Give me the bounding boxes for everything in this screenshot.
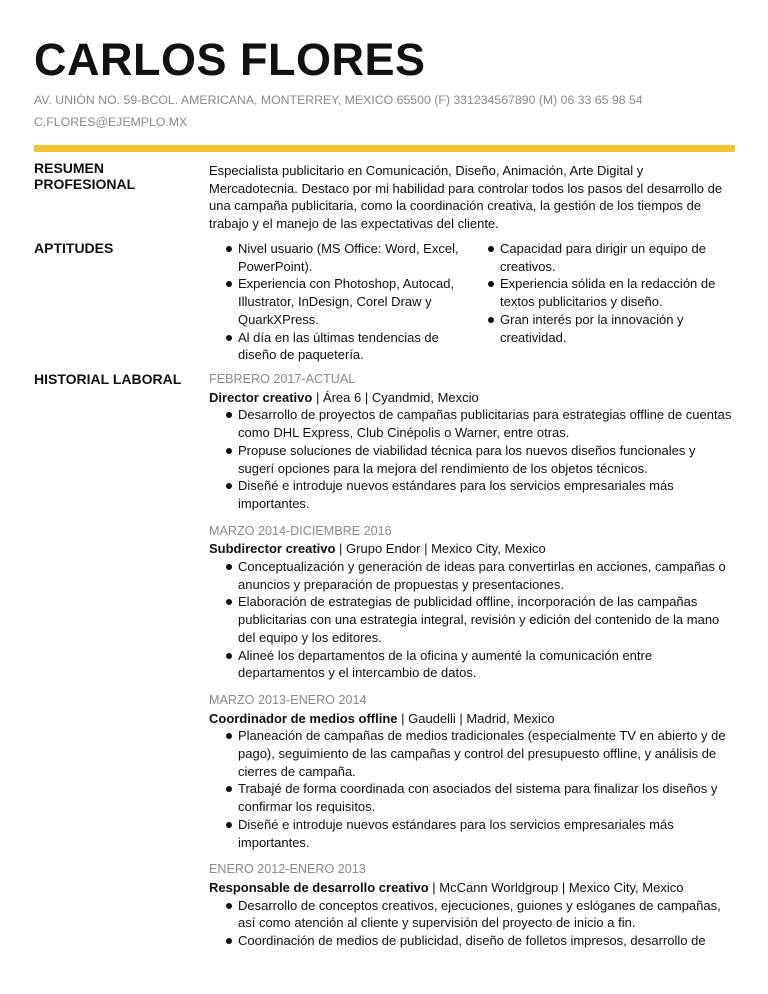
job-dates: FEBRERO 2017-ACTUAL: [209, 372, 356, 386]
job-heading: [209, 540, 734, 558]
job-heading: [209, 879, 734, 897]
job-title: Responsable de desarrollo creativo: [209, 879, 429, 895]
job-details: | McCann Worldgroup | Mexico City, Mexico: [428, 879, 684, 895]
history-content: [209, 371, 734, 960]
summary-title-line2: PROFESIONAL: [34, 176, 136, 192]
job-bullet: Diseñé e introduje nuevos estándares para los servicios empresariales más importantes.: [209, 477, 734, 512]
job-details: | Grupo Endor | Mexico City, Mexico: [335, 541, 546, 557]
job-entry: [209, 523, 734, 682]
job-bullets: [209, 727, 734, 851]
skill-item: Al día en las últimas tendencias de diseño de paquetería.: [209, 329, 461, 364]
skill-item: Gran interés por la innovación y creatividad.: [486, 311, 726, 346]
job-bullet: Diseñé e introduje nuevos estándares para los servicios empresariales más importantes.: [209, 816, 734, 851]
job-title: Coordinador de medios offline: [209, 710, 398, 726]
summary-title-line1: RESUMEN: [34, 160, 105, 176]
job-bullets: [209, 406, 734, 512]
skill-item: Experiencia con Photoshop, Autocad, Illustrator, InDesign, Corel Draw y QuarkXPress.: [209, 275, 461, 328]
summary-text: Especialista publicitario en Comunicación, Diseño, Animación, Arte Digital y Mercadotecnia. Destaco por mi habilidad para controlar todos los pasos del desarrollo de una campaña publicitaria, como la coordinación creativa, la gestión de los tiempos de trabajo y el manejo de las expectativas del cliente.: [209, 163, 723, 232]
job-bullet: Coordinación de medios de publicidad, diseño de folletos impresos, desarrollo de: [209, 932, 734, 950]
job-entry: [209, 371, 734, 513]
skill-item: Nivel usuario (MS Office: Word, Excel, PowerPoint).: [209, 240, 461, 275]
contact-email: C.FLORES@EJEMPLO.MX: [34, 115, 188, 129]
skills-section-title: APTITUDES: [34, 240, 114, 256]
history-section-title: HISTORIAL LABORAL: [34, 371, 182, 387]
job-bullets: [209, 897, 734, 950]
job-bullet: Desarrollo de proyectos de campañas publicitarias para estrategias offline de cuentas como DHL Express, Club Cinépolis o Warner, entre otras.: [209, 406, 734, 441]
job-dates: MARZO 2013-ENERO 2014: [209, 692, 367, 707]
job-bullet: Conceptualización y generación de ideas para convertirlas en acciones, campañas o anuncios y preparación de propuestas y presentaciones.: [209, 558, 734, 593]
job-heading: [209, 389, 734, 407]
job-bullet: Desarrollo de conceptos creativos, ejecuciones, guiones y eslóganes de campañas, así como atención al cliente y supervisión del proyecto de inicio a fin.: [209, 897, 734, 932]
job-bullets: [209, 558, 734, 682]
job-bullet: Elaboración de estrategias de publicidad offline, incorporación de las campañas publicitarias con una estrategia integral, revisión y edición del contenido de la mano del equipo y los editores.: [209, 593, 734, 646]
job-title: Subdirector creativo: [209, 541, 336, 557]
header-divider: [34, 145, 735, 152]
job-details: | Área 6 | Cyandmid, Mexcio: [312, 389, 479, 405]
job-entry: [209, 861, 734, 950]
job-details: | Gaudelli | Madrid, Mexico: [397, 710, 555, 726]
job-bullet: Planeación de campañas de medios tradicionales (especialmente TV en abierto y de pago), seguimiento de las campañas y control del presupuesto offline, y análisis de cierres de campaña.: [209, 727, 734, 780]
summary-section-title: [34, 160, 135, 192]
job-bullet: Alineé los departamentos de la oficina y aumenté la comunicación entre departamentos y el intercambio de datos.: [209, 647, 734, 682]
job-bullet: Trabajé de forma coordinada con asociados del sistema para finalizar los diseños y confirmar los requisitos.: [209, 780, 734, 815]
candidate-name: CARLOS FLORES: [34, 34, 426, 85]
skills-content: [209, 240, 734, 366]
skill-item: Experiencia sólida en la redacción de textos publicitarios y diseño.: [486, 275, 726, 310]
contact-address-phones: AV. UNIÓN NO. 59-BCOL. AMERICANA, MONTERREY, MEXICO 65500 (F) 331234567890 (M) 06 33 65 98 54: [34, 93, 643, 107]
skills-right-list: [486, 240, 726, 346]
job-dates: ENERO 2012-ENERO 2013: [209, 862, 366, 877]
job-title: Director creativo: [209, 389, 313, 405]
job-heading: [209, 710, 734, 728]
skill-item: Capacidad para dirigir un equipo de creativos.: [486, 240, 726, 275]
job-bullet: Propuse soluciones de viabilidad técnica para los nuevos diseños funcionales y sugerí opciones para la mejora del rendimiento de los objetos técnicos.: [209, 442, 734, 477]
skills-left-list: [209, 240, 461, 364]
job-dates: MARZO 2014-DICIEMBRE 2016: [209, 523, 392, 538]
summary-content: [209, 162, 734, 233]
job-entry: [209, 692, 734, 851]
